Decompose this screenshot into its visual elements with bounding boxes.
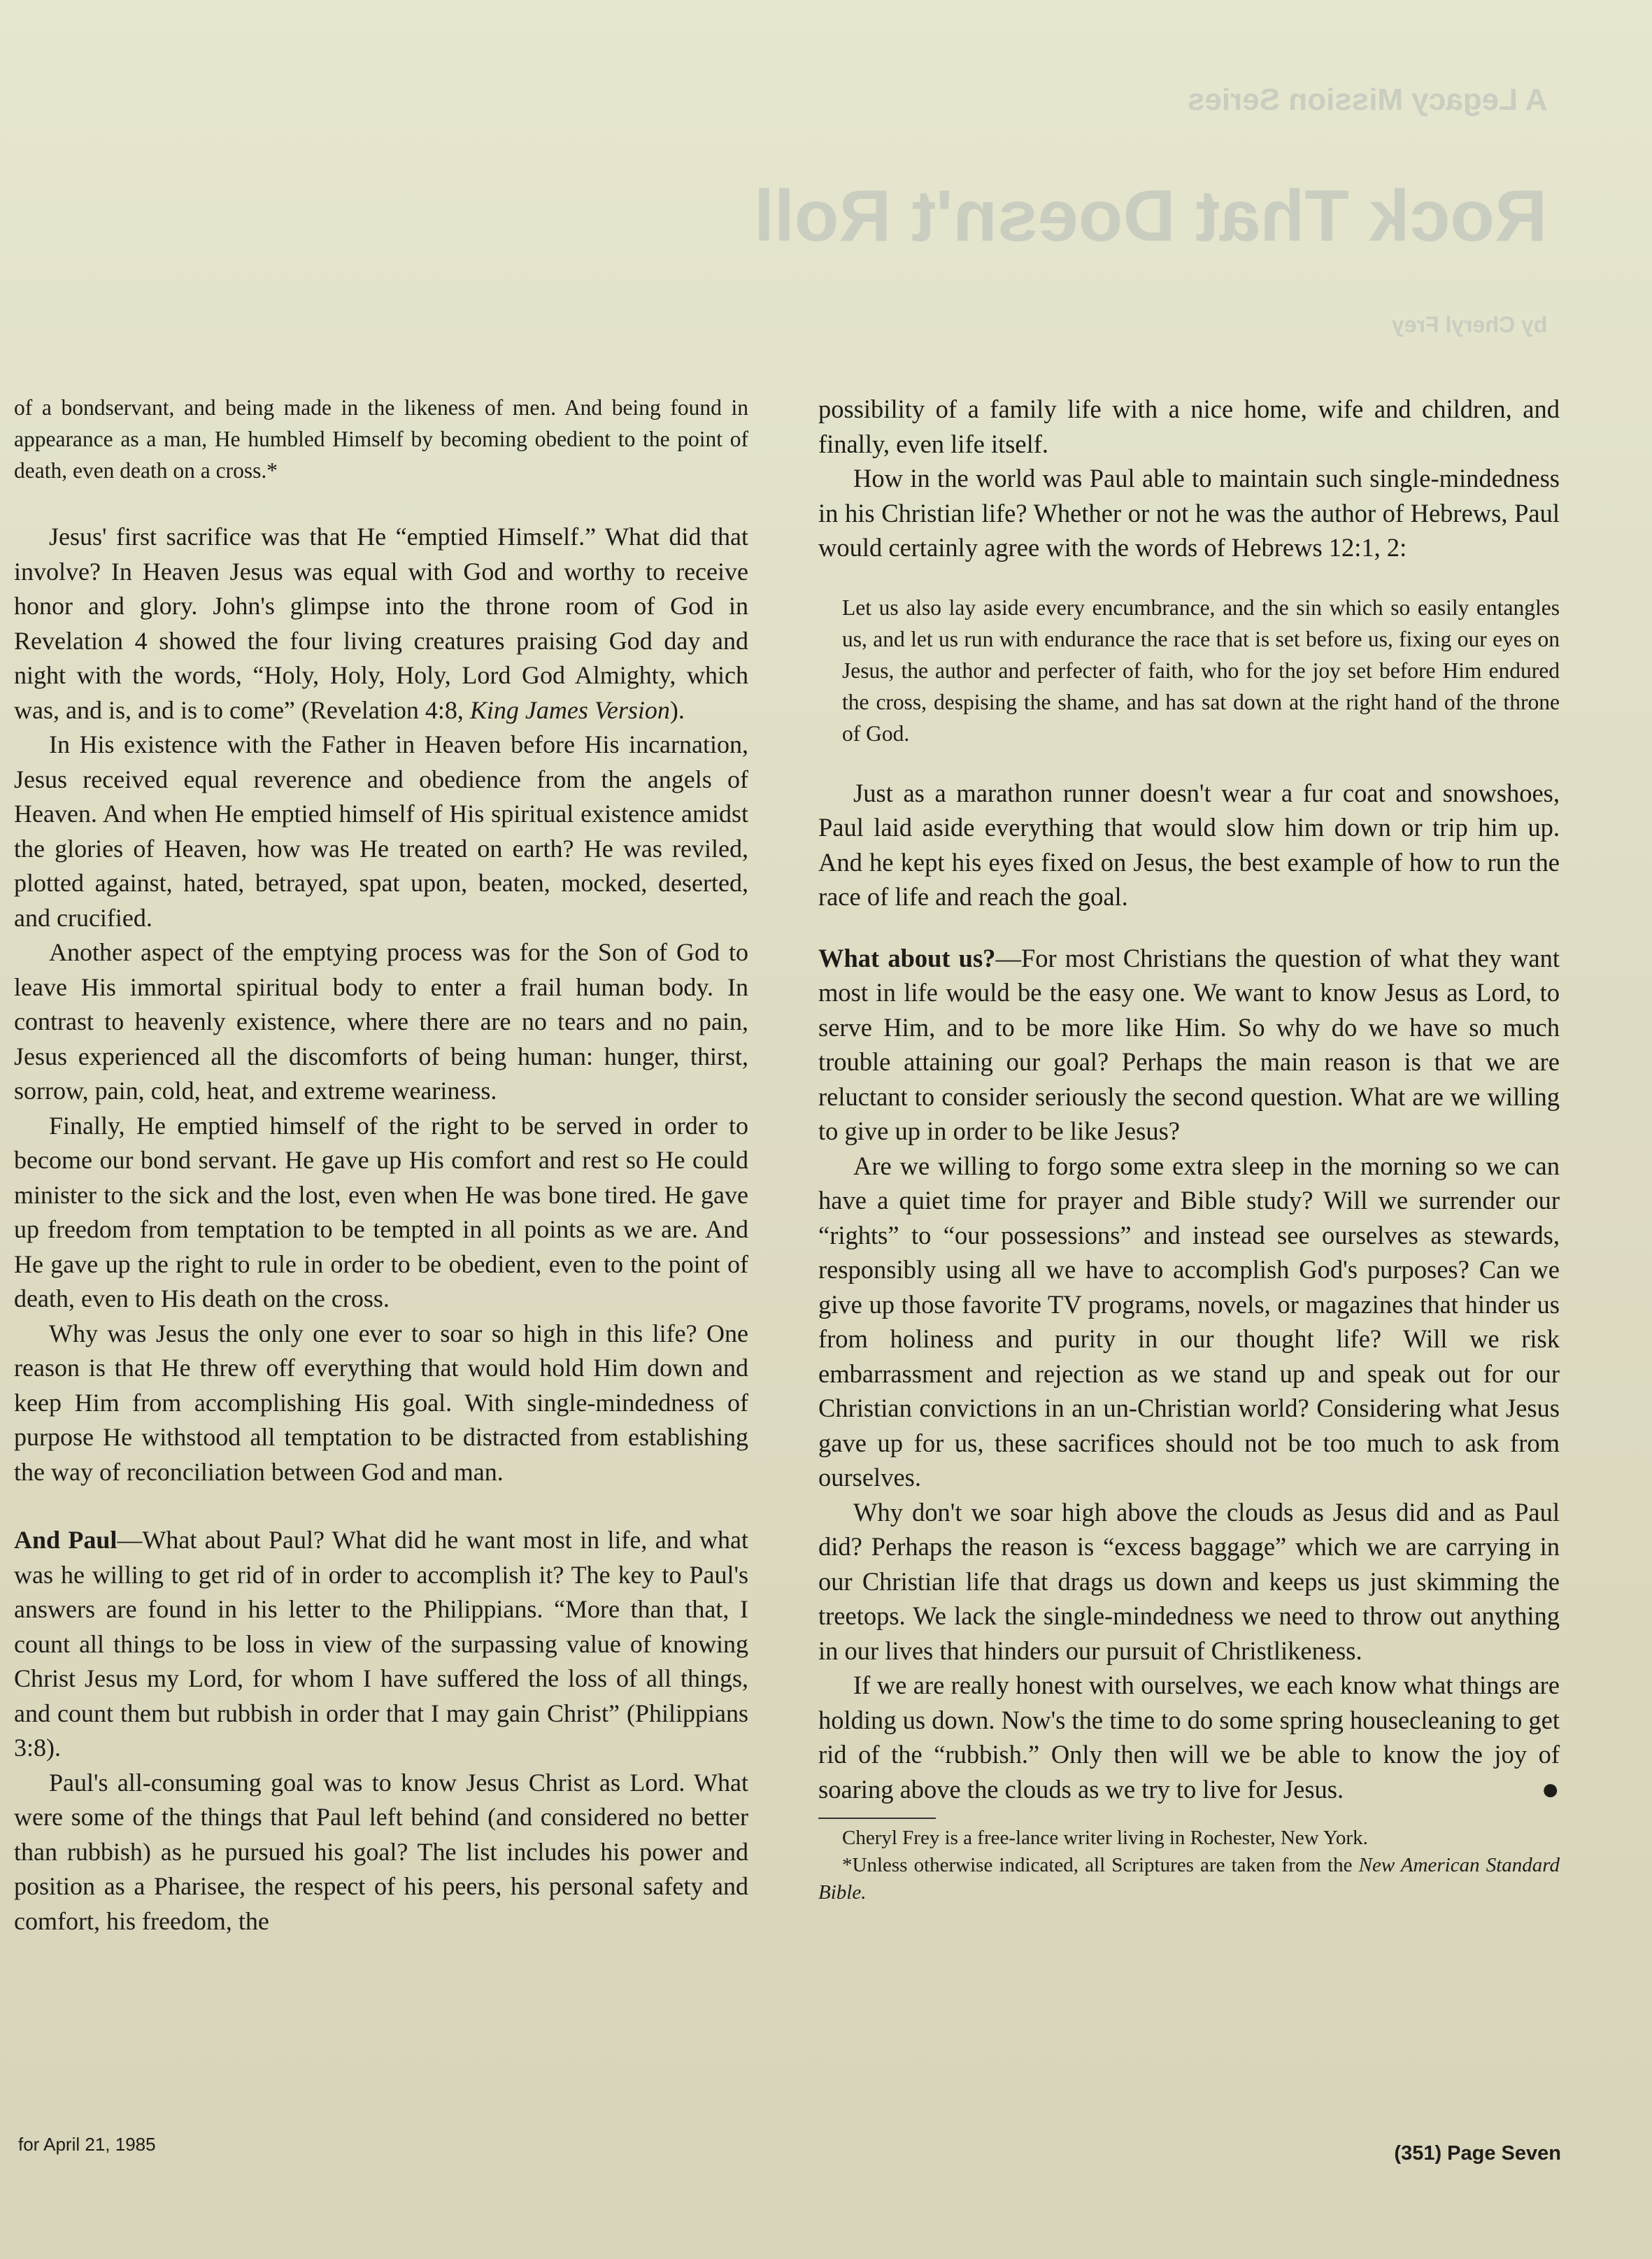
- section-heading: And Paul: [14, 1526, 118, 1554]
- paragraph: Paul's all-consuming goal was to know Jesus Christ as Lord. What were some of the things that Paul left behind (and considered no better than rubbish) as he pursued his goal? The list includes his power and position as a Pharisee, the respect of his peers, his personal safety and comfort, his freedom, the: [14, 1768, 748, 1935]
- hebrews-quote: Let us also lay aside every encumbrance, and the sin which so easily entangles us, and let us run with endurance the race that is set before us, fixing our eyes on Jesus, the author and perfecter of faith, who for the joy set before Him endured the cross, despising the shame, and has sat down at the right hand of the throne of God.: [842, 595, 1560, 746]
- scripture-quote-end: of a bondservant, and being made in the likeness of men. And being found in appearance as a man, He humbled Himself by becoming obedient to the point of death, even death on a cross.*: [14, 395, 748, 483]
- paragraph-final: If we are really honest with ourselves, we each know what things are holding us down. Now's the time to do some spring housecleaning to get rid of the “rubbish.” Only then will we be able to know the joy of soaring above the clouds as we try to live for Jesus. ●: [818, 1671, 1560, 1806]
- paragraph: Why was Jesus the only one ever to soar so high in this life? One reason is that He threw off everything that would hold Him down and keep Him from accomplishing His goal. With single-mindedness of purpose He withstood all temptation to be distracted from establishing the way of reconciliation between God and man.: [14, 1319, 748, 1486]
- author-bio: Cheryl Frey is a free-lance writer living in Rochester, New York.: [842, 1827, 1368, 1849]
- show-through-byline: by Cheryl Frey: [1391, 312, 1547, 337]
- scripture-footnote: *Unless otherwise indicated, all Scriptures are taken from the New American Standard Bible.: [818, 1854, 1560, 1904]
- paragraph: possibility of a family life with a nice home, wife and children, and finally, even life itself.: [818, 395, 1560, 458]
- section-heading: What about us?: [818, 943, 996, 972]
- page-number: (351) Page Seven: [1394, 2142, 1561, 2165]
- paragraph: Finally, He emptied himself of the right to be served in order to become our bond servant. He gave up His comfort and rest so He could minister to the sick and the lost, even when He was bone tired. He gave up freedom from temptation to be tempted in all points as we are. And He gave up the right to rule in order to be obedient, even to the point of death, even to His death on the cross.: [14, 1111, 748, 1312]
- paragraph: Just as a marathon runner doesn't wear a fur coat and snowshoes, Paul laid aside everything that would slow him down or trip him up. And he kept his eyes fixed on Jesus, the best example of how to run the race of life and reach the goal.: [818, 778, 1560, 911]
- paragraph: Jesus' first sacrifice was that He “emptied Himself.” What did that involve? In Heaven Jesus was equal with God and worthy to receive honor and glory. John's glimpse into the throne room of God in Revelation 4 showed the four living creatures praising God day and night with the words, “Holy, Holy, Holy, Lord God Almighty, which was, and is, and is to come” (Revelation 4:8, King James Version).: [14, 523, 748, 724]
- paragraph: Another aspect of the emptying process was for the Son of God to leave His immortal spiritual body to enter a frail human body. In contrast to heavenly existence, where there are no tears and no pain, Jesus experienced all the discomforts of being human: hunger, thirst, sorrow, pain, cold, heat, and extreme weariness.: [14, 938, 748, 1105]
- paragraph: Are we willing to forgo some extra sleep in the morning so we can have a quiet time for prayer and Bible study? Will we surrender our “rights” to “our possessions” and instead see ourselves as stewards, responsibly using all we have to accomplish God's purposes? Can we give up those favorite TV programs, novels, or magazines that hinder us from holiness and purity in our thought life? Will we risk embarrassment and rejection as we stand up and speak out for our Christian convictions in an un-Christian world? Considering what Jesus gave up for us, these sacrifices should not be too much to ask from ourselves.: [818, 1151, 1560, 1492]
- left-column: [14, 392, 748, 1939]
- show-through-kicker: A Legacy Mission Series: [1187, 83, 1547, 117]
- right-column: [818, 392, 1560, 1906]
- section-and-paul: And Paul—What about Paul? What did he want most in life, and what was he willing to get rid of in order to accomplish it? The key to Paul's answers are found in his letter to the Philippians. “More than that, I count all things to be loss in view of the surpassing value of knowing Christ Jesus my Lord, for whom I have suffered the loss of all things, and count them but rubbish in order that I may gain Christ” (Philippians 3:8).: [14, 1526, 748, 1762]
- end-of-article-mark: ●: [1541, 1771, 1560, 1806]
- issue-date: for April 21, 1985: [18, 2134, 156, 2155]
- footnote-divider: [818, 1818, 936, 1819]
- show-through-title: Rock That Doesn't Roll: [753, 176, 1547, 257]
- paragraph: How in the world was Paul able to maintain such single-mindedness in his Christian life? Whether or not he was the author of Hebrews, Paul would certainly agree with the words of Hebrews 12:1, 2:: [818, 464, 1560, 562]
- section-what-about-us: What about us?—For most Christians the question of what they want most in life would be the easy one. We want to know Jesus as Lord, to serve Him, and to be more like Him. So why do we have so much trouble attaining our goal? Perhaps the main reason is that we are reluctant to consider seriously the second question. What are we willing to give up in order to be like Jesus?: [818, 943, 1560, 1145]
- paragraph: In His existence with the Father in Heaven before His incarnation, Jesus received equal reverence and obedience from the angels of Heaven. And when He emptied himself of His spiritual existence amidst the glories of Heaven, how was He treated on earth? He was reviled, plotted against, hated, betrayed, spat upon, beaten, mocked, deserted, and crucified.: [14, 730, 748, 932]
- paragraph: Why don't we soar high above the clouds as Jesus did and as Paul did? Perhaps the reason is “excess baggage” which we are carrying in our Christian life that drags us down and keeps us just skimming the treetops. We lack the single-mindedness we need to throw out anything in our lives that hinders our pursuit of Christlikeness.: [818, 1497, 1560, 1665]
